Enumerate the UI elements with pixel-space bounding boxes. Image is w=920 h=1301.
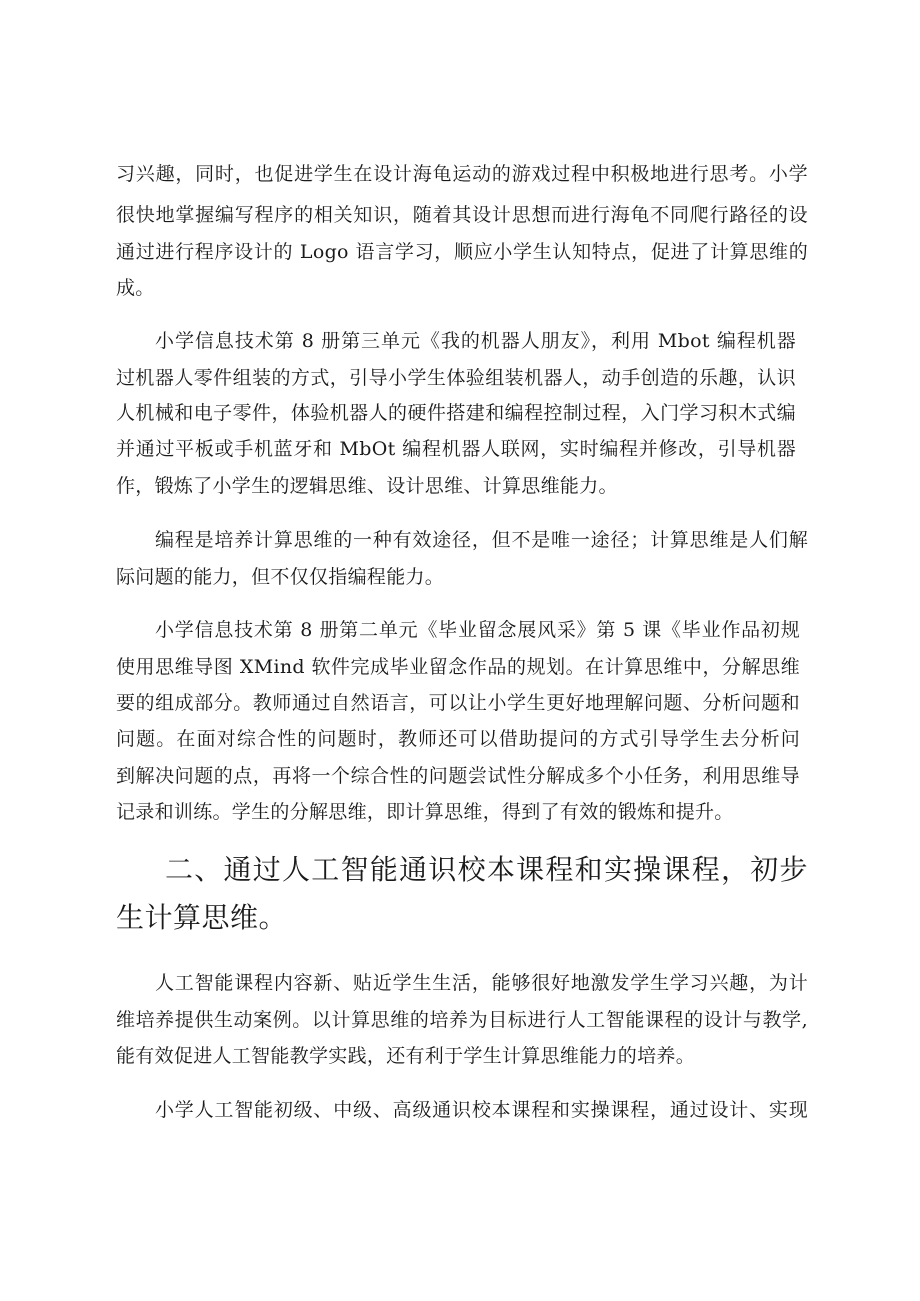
heading-line: 生计算思维。 <box>116 901 288 934</box>
paragraph-line: 使用思维导图 XMind 软件完成毕业留念作品的规划。在计算思维中，分解思维 <box>116 656 800 678</box>
paragraph-line: 际问题的能力，但不仅仅指编程能力。 <box>116 566 445 588</box>
paragraph-line: 小学人工智能初级、中级、高级通识校本课程和实操课程，通过设计、实现 <box>155 1099 808 1121</box>
paragraph-line: 记录和训练。学生的分解思维，即计算思维，得到了有效的锻炼和提升。 <box>116 801 734 823</box>
paragraph-line: 编程是培养计算思维的一种有效途径，但不是唯一途径；计算思维是人们解 <box>155 529 808 551</box>
paragraph-line: 到解决问题的点，再将一个综合性的问题尝试性分解成多个小任务，利用思维导 <box>116 765 800 787</box>
paragraph-line: 人工智能课程内容新、贴近学生生活，能够很好地激发学生学习兴趣，为计 <box>155 972 808 994</box>
paragraph-line: 过机器人零件组装的方式，引导小学生体验组装机器人，动手创造的乐趣，认识 <box>116 367 796 389</box>
paragraph-line: 通过进行程序设计的 Logo 语言学习，顺应小学生认知特点，促进了计算思维的 <box>116 241 808 263</box>
paragraph-line: 问题。在面对综合性的问题时，教师还可以借助提问的方式引导学生去分析问 <box>116 728 800 750</box>
paragraph-line: 小学信息技术第 8 册第三单元《我的机器人朋友》，利用 Mbot 编程机器 <box>155 330 796 352</box>
heading-line: 二、通过人工智能通识校本课程和实操课程，初步 <box>165 853 808 886</box>
paragraph-line: 维培养提供生动案例。以计算思维的培养为目标进行人工智能课程的设计与教学, <box>116 1009 808 1031</box>
paragraph-line: 小学信息技术第 8 册第二单元《毕业留念展风采》第 5 课《毕业作品初规 <box>155 619 800 641</box>
paragraph-line: 人机械和电子零件，体验机器人的硬件搭建和编程控制过程，入门学习积木式编 <box>116 402 796 424</box>
paragraph-line: 习兴趣，同时，也促进学生在设计海龟运动的游戏过程中积极地进行思考。小学 <box>116 163 808 185</box>
paragraph-line: 很快地掌握编写程序的相关知识，随着其设计思想而进行海龟不同爬行路径的设 <box>116 204 808 226</box>
paragraph-line: 能有效促进人工智能教学实践，还有利于学生计算思维能力的培养。 <box>116 1045 696 1067</box>
paragraph-line: 成。 <box>116 277 155 299</box>
paragraph-line: 并通过平板或手机蓝牙和 MbOt 编程机器人联网，实时编程并修改，引导机器 <box>116 438 796 460</box>
paragraph-line: 要的组成部分。教师通过自然语言，可以让小学生更好地理解问题、分析问题和 <box>116 692 800 714</box>
paragraph-line: 作，锻炼了小学生的逻辑思维、设计思维、计算思维能力。 <box>116 475 618 497</box>
